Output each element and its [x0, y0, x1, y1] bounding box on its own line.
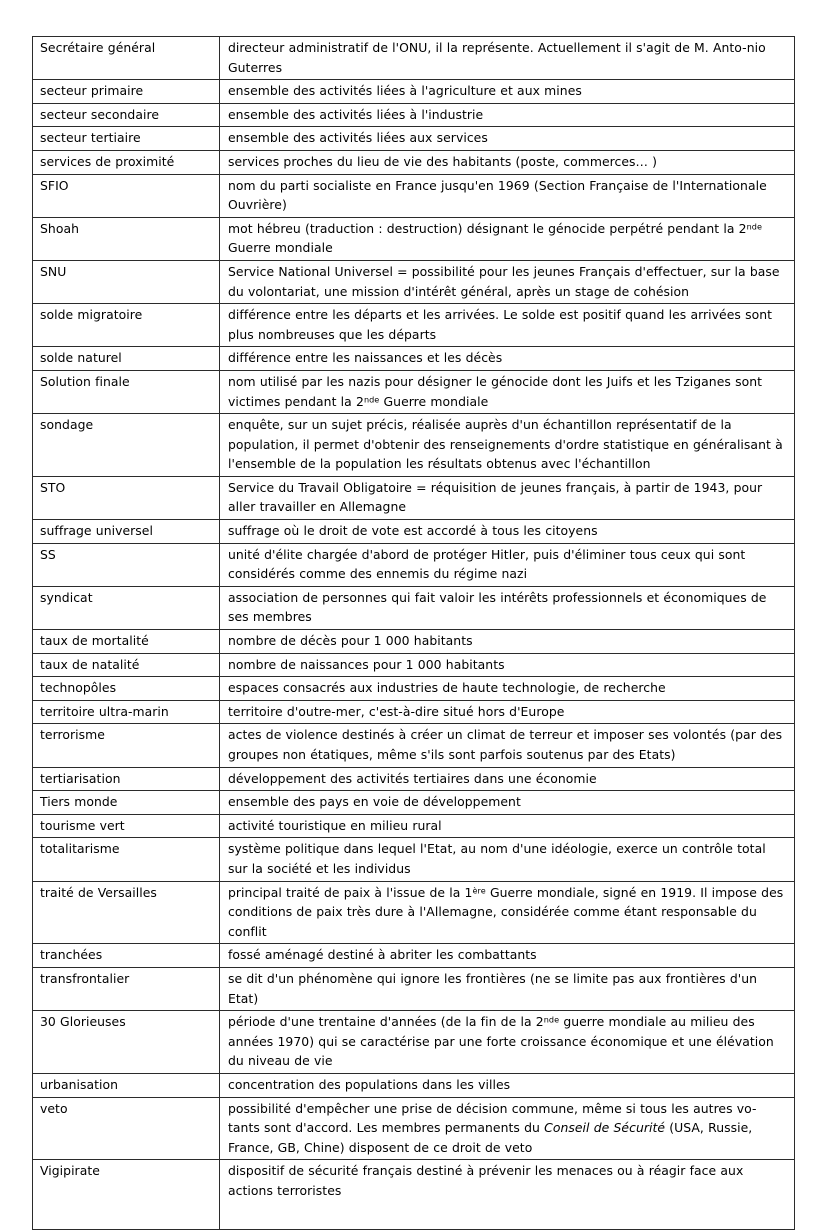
- glossary-term: SS: [33, 543, 220, 586]
- glossary-term: secteur secondaire: [33, 103, 220, 127]
- glossary-term: Solution finale: [33, 370, 220, 413]
- glossary-term: syndicat: [33, 586, 220, 629]
- glossary-term: tranchées: [33, 944, 220, 968]
- glossary-definition: directeur administratif de l'ONU, il la représente. Actuellement il s'agit de M. Anto-nio Guterres: [220, 37, 795, 80]
- glossary-term: technopôles: [33, 677, 220, 701]
- glossary-definition: période d'une trentaine d'années (de la fin de la 2nde guerre mondiale au milieu des années 1970) qui se caractérise par une forte croissance économique et une élévation du niveau de vie: [220, 1011, 795, 1074]
- table-row: [33, 304, 795, 347]
- table-row: [33, 476, 795, 519]
- glossary-definition: concentration des populations dans les villes: [220, 1073, 795, 1097]
- glossary-term: SFIO: [33, 174, 220, 217]
- table-row: [33, 967, 795, 1010]
- glossary-term: tertiarisation: [33, 767, 220, 791]
- glossary-table-body: [33, 37, 795, 1230]
- glossary-definition: dispositif de sécurité français destiné à prévenir les menaces ou à réagir face aux actions terroristes: [220, 1160, 795, 1230]
- glossary-definition: nom du parti socialiste en France jusqu'en 1969 (Section Française de l'Internationale Ouvrière): [220, 174, 795, 217]
- glossary-definition: nombre de naissances pour 1 000 habitants: [220, 653, 795, 677]
- glossary-definition: Service National Universel = possibilité pour les jeunes Français d'effectuer, sur la base du volontariat, une mission d'intérêt général, après un stage de cohésion: [220, 260, 795, 303]
- table-row: [33, 881, 795, 944]
- glossary-definition: se dit d'un phénomène qui ignore les frontières (ne se limite pas aux frontières d'un Etat): [220, 967, 795, 1010]
- glossary-term: secteur tertiaire: [33, 127, 220, 151]
- table-row: [33, 767, 795, 791]
- table-row: [33, 520, 795, 544]
- table-row: [33, 127, 795, 151]
- glossary-definition: possibilité d'empêcher une prise de décision commune, même si tous les autres vo-tants sont d'accord. Les membres permanents du Conseil de Sécurité (USA, Russie, France, GB, Chine) disposent de ce droit de veto: [220, 1097, 795, 1160]
- glossary-definition: territoire d'outre-mer, c'est-à-dire situé hors d'Europe: [220, 700, 795, 724]
- table-row: [33, 370, 795, 413]
- glossary-term: traité de Versailles: [33, 881, 220, 944]
- table-row: [33, 80, 795, 104]
- glossary-definition: ensemble des pays en voie de développement: [220, 791, 795, 815]
- glossary-term: Secrétaire général: [33, 37, 220, 80]
- table-row: [33, 586, 795, 629]
- glossary-term: solde migratoire: [33, 304, 220, 347]
- glossary-definition: ensemble des activités liées à l'industrie: [220, 103, 795, 127]
- table-row: [33, 653, 795, 677]
- table-row: [33, 347, 795, 371]
- glossary-term: tourisme vert: [33, 814, 220, 838]
- table-row: [33, 543, 795, 586]
- table-row: [33, 677, 795, 701]
- glossary-definition: ensemble des activités liées aux services: [220, 127, 795, 151]
- glossary-term: sondage: [33, 414, 220, 477]
- table-row: [33, 630, 795, 654]
- glossary-definition: association de personnes qui fait valoir les intérêts professionnels et économiques de ses membres: [220, 586, 795, 629]
- glossary-definition: fossé aménagé destiné à abriter les combattants: [220, 944, 795, 968]
- glossary-definition: nombre de décès pour 1 000 habitants: [220, 630, 795, 654]
- glossary-definition: Service du Travail Obligatoire = réquisition de jeunes français, à partir de 1943, pour aller travailler en Allemagne: [220, 476, 795, 519]
- table-row: [33, 103, 795, 127]
- glossary-term: taux de mortalité: [33, 630, 220, 654]
- glossary-term: services de proximité: [33, 150, 220, 174]
- glossary-term: Shoah: [33, 217, 220, 260]
- glossary-term: 30 Glorieuses: [33, 1011, 220, 1074]
- table-row: [33, 944, 795, 968]
- glossary-table: [32, 36, 795, 1230]
- glossary-term: solde naturel: [33, 347, 220, 371]
- table-row: [33, 838, 795, 881]
- glossary-definition: nom utilisé par les nazis pour désigner le génocide dont les Juifs et les Tziganes sont victimes pendant la 2nde Guerre mondiale: [220, 370, 795, 413]
- glossary-definition: principal traité de paix à l'issue de la 1ère Guerre mondiale, signé en 1919. Il impose des conditions de paix très dure à l'Allemagne, considérée comme étant responsable du conflit: [220, 881, 795, 944]
- glossary-definition: mot hébreu (traduction : destruction) désignant le génocide perpétré pendant la 2nde Guerre mondiale: [220, 217, 795, 260]
- glossary-term: STO: [33, 476, 220, 519]
- glossary-term: territoire ultra-marin: [33, 700, 220, 724]
- glossary-definition: actes de violence destinés à créer un climat de terreur et imposer ses volontés (par des groupes non étatiques, même s'ils sont parfois soutenus par des Etats): [220, 724, 795, 767]
- glossary-term: veto: [33, 1097, 220, 1160]
- table-row: [33, 1097, 795, 1160]
- table-row: [33, 1160, 795, 1230]
- glossary-term: Vigipirate: [33, 1160, 220, 1230]
- glossary-term: totalitarisme: [33, 838, 220, 881]
- glossary-definition: activité touristique en milieu rural: [220, 814, 795, 838]
- table-row: [33, 260, 795, 303]
- glossary-term: transfrontalier: [33, 967, 220, 1010]
- table-row: [33, 37, 795, 80]
- glossary-term: suffrage universel: [33, 520, 220, 544]
- glossary-term: SNU: [33, 260, 220, 303]
- table-row: [33, 1073, 795, 1097]
- table-row: [33, 814, 795, 838]
- table-row: [33, 724, 795, 767]
- glossary-definition: enquête, sur un sujet précis, réalisée auprès d'un échantillon représentatif de la population, il permet d'obtenir des renseignements d'ordre statistique en généralisant à l'ensemble de la population les résultats obtenus avec l'échantillon: [220, 414, 795, 477]
- glossary-term: Tiers monde: [33, 791, 220, 815]
- glossary-definition: développement des activités tertiaires dans une économie: [220, 767, 795, 791]
- glossary-term: secteur primaire: [33, 80, 220, 104]
- glossary-definition: différence entre les naissances et les décès: [220, 347, 795, 371]
- table-row: [33, 414, 795, 477]
- table-row: [33, 700, 795, 724]
- glossary-term: taux de natalité: [33, 653, 220, 677]
- table-row: [33, 791, 795, 815]
- glossary-definition: unité d'élite chargée d'abord de protéger Hitler, puis d'éliminer tous ceux qui sont considérés comme des ennemis du régime nazi: [220, 543, 795, 586]
- table-row: [33, 150, 795, 174]
- glossary-definition: différence entre les départs et les arrivées. Le solde est positif quand les arrivées sont plus nombreuses que les départs: [220, 304, 795, 347]
- glossary-definition: espaces consacrés aux industries de haute technologie, de recherche: [220, 677, 795, 701]
- glossary-definition: suffrage où le droit de vote est accordé à tous les citoyens: [220, 520, 795, 544]
- table-row: [33, 1011, 795, 1074]
- glossary-definition: services proches du lieu de vie des habitants (poste, commerces… ): [220, 150, 795, 174]
- table-row: [33, 217, 795, 260]
- glossary-definition: ensemble des activités liées à l'agriculture et aux mines: [220, 80, 795, 104]
- glossary-term: urbanisation: [33, 1073, 220, 1097]
- table-row: [33, 174, 795, 217]
- glossary-definition: système politique dans lequel l'Etat, au nom d'une idéologie, exerce un contrôle total sur la société et les individus: [220, 838, 795, 881]
- glossary-term: terrorisme: [33, 724, 220, 767]
